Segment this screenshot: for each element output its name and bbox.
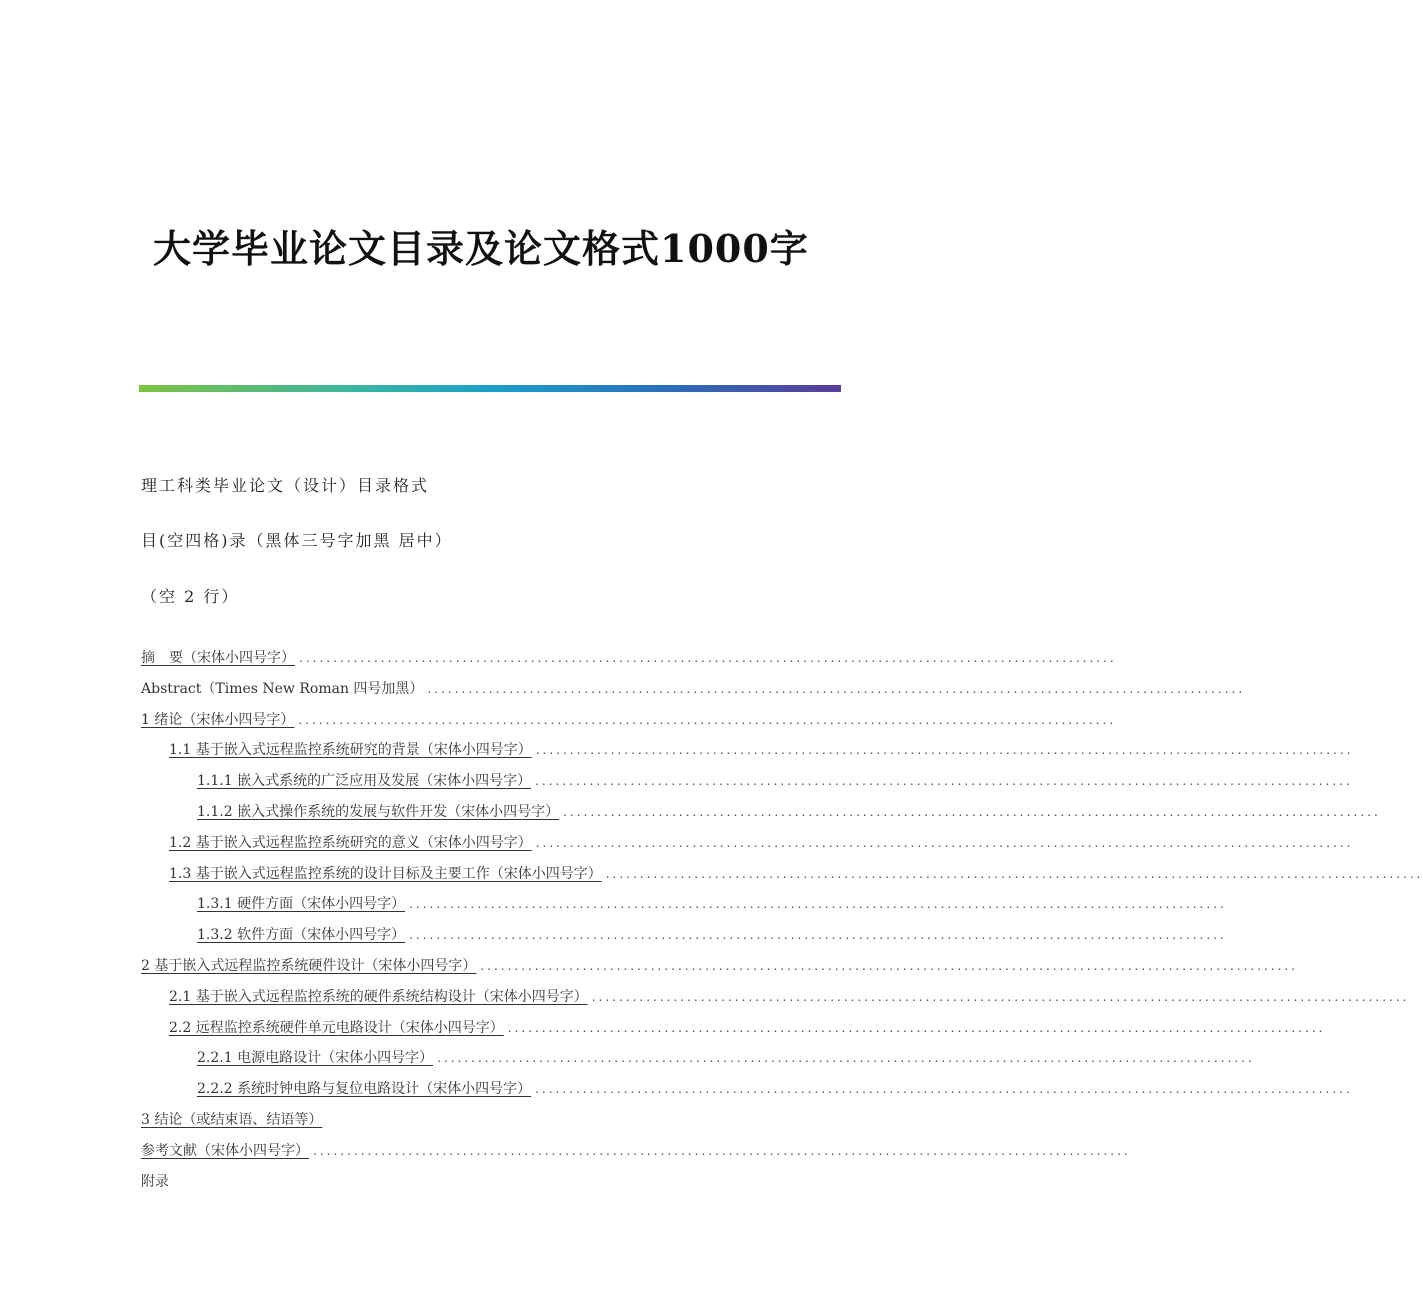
toc-entry-label: 1.3.2 软件方面（宋体小四号字）	[197, 927, 406, 944]
toc-entry[interactable]	[169, 864, 1423, 884]
toc-dot-leader: ........................................................................................................................	[535, 774, 1353, 789]
toc-dot-leader: ........................................................................................................................	[563, 805, 1381, 819]
toc-entry[interactable]	[169, 833, 1354, 853]
toc-entry-label: 摘 要（宋体小四号字）	[141, 650, 295, 666]
toc-entry[interactable]	[141, 648, 1117, 668]
toc-entry[interactable]	[197, 894, 1227, 914]
paragraph-toc-format: 理工科类毕业论文（设计）目录格式	[141, 476, 430, 495]
toc-entry-label: 1.2 基于嵌入式远程监控系统研究的意义（宋体小四号字）	[169, 834, 532, 851]
gradient-divider	[139, 385, 841, 392]
toc-entry[interactable]	[141, 1110, 694, 1130]
toc-entry-label: 2.2.2 系统时钟电路与复位电路设计（宋体小四号字）	[197, 1081, 532, 1098]
toc-entry[interactable]	[141, 956, 1299, 976]
toc-dot-leader: ........................................................................................................................	[409, 928, 1227, 943]
toc-dot-leader: ........................................................................................................................	[480, 959, 1299, 973]
document-title: 大学毕业论文目录及论文格式1000字	[153, 226, 809, 271]
toc-dot-leader: ........................................................................................................................	[535, 1082, 1353, 1097]
toc-entry-label: 1.3 基于嵌入式远程监控系统的设计目标及主要工作（宋体小四号字）	[169, 865, 602, 882]
toc-entry[interactable]	[197, 1079, 1353, 1099]
toc-entry-label: 1.3.1 硬件方面（宋体小四号字）	[197, 896, 406, 913]
toc-entry[interactable]	[197, 1048, 1255, 1068]
toc-entry-label: 1.1.2 嵌入式操作系统的发展与软件开发（宋体小四号字）	[197, 804, 560, 820]
toc-entry-label: 2.2 远程监控系统硬件单元电路设计（宋体小四号字）	[169, 1019, 504, 1036]
toc-dot-leader: ........................................................................................................................	[313, 1143, 1131, 1158]
toc-dot-leader: ........................................................................................................................	[591, 989, 1410, 1004]
toc-dot-leader: ........................................................................................................................	[535, 835, 1354, 850]
toc-entry[interactable]	[141, 710, 1117, 730]
toc-entry-label: 2.2.1 电源电路设计（宋体小四号字）	[197, 1050, 434, 1067]
toc-entry-label: 附录	[141, 1173, 169, 1190]
toc-entry-label: 2.1 基于嵌入式远程监控系统的硬件系统结构设计（宋体小四号字）	[169, 988, 588, 1005]
toc-entry-label: 2 基于嵌入式远程监控系统硬件设计（宋体小四号字）	[141, 958, 477, 974]
toc-entry[interactable]	[197, 802, 1381, 822]
toc-dot-leader: ........................................................................................................................	[535, 743, 1354, 758]
toc-entry-label: 3 结论（或结束语、结语等）	[141, 1112, 323, 1128]
toc-entry[interactable]	[197, 925, 1227, 945]
toc-dot-leader: ........................................................................................................................	[299, 651, 1117, 665]
toc-entry[interactable]	[141, 679, 1246, 699]
toc-entry-label: 1.1.1 嵌入式系统的广泛应用及发展（宋体小四号字）	[197, 773, 532, 790]
toc-dot-leader: ........................................................................................................................	[409, 897, 1227, 912]
toc-entry-label: 1.1 基于嵌入式远程监控系统研究的背景（宋体小四号字）	[169, 742, 532, 759]
toc-entry[interactable]	[169, 987, 1410, 1007]
toc-entry[interactable]	[169, 1018, 1326, 1038]
toc-entry[interactable]	[141, 1141, 1131, 1161]
toc-entry[interactable]	[197, 771, 1353, 791]
toc-dot-leader: ........................................................................................................................	[437, 1051, 1255, 1066]
toc-entry-label: Abstract（Times New Roman 四号加黑）	[141, 680, 424, 697]
toc-dot-leader: ........................................................................................................................	[605, 866, 1423, 881]
toc-entry-label: 1 绪论（宋体小四号字）	[141, 711, 295, 728]
toc-entry[interactable]	[169, 740, 1354, 760]
toc-dot-leader: ........................................................................................................................	[427, 681, 1246, 696]
toc-dot-leader: ........................................................................................................................	[298, 712, 1117, 727]
toc-entry-label: 参考文献（宋体小四号字）	[141, 1142, 309, 1159]
paragraph-blank-lines-note: （空 2 行）	[141, 587, 240, 606]
toc-entry[interactable]	[141, 1172, 694, 1192]
toc-dot-leader: ........................................................................................................................	[507, 1020, 1326, 1035]
paragraph-toc-heading-note: 目(空四格)录（黑体三号字加黑 居中）	[141, 531, 453, 550]
